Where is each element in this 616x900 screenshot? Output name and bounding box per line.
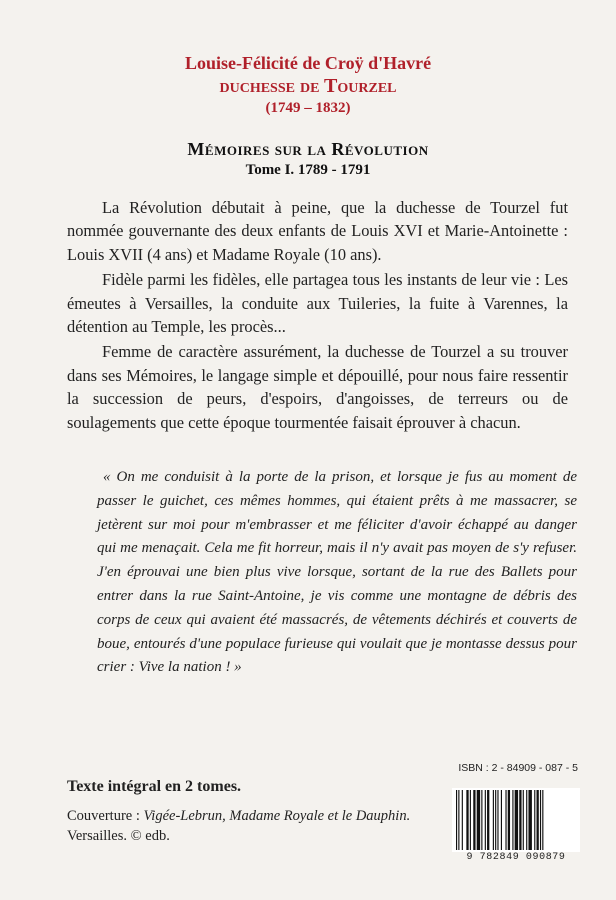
barcode-bar (542, 790, 543, 850)
barcode (452, 788, 580, 852)
barcode-bar (526, 790, 527, 850)
barcode-bar (456, 790, 457, 850)
barcode-bar (481, 790, 482, 850)
barcode-bar (508, 790, 510, 850)
barcode-bar (523, 790, 524, 850)
quote (97, 466, 577, 680)
barcode-bar (466, 790, 468, 850)
quote-text: « On me conduisit à la porte de la prison, et lorsque je fus au moment de passer le guichet, ces mêmes hommes, qui étaient prêts à me massacrer, se jetèrent sur moi pour m'embrasser et me féliciter d'avoir échappé au danger qui me menaçait. Cela me fit horreur, mais il n'y avait pas moyen de s'y refuser. J'en éprouvai une bien plus vive lorsque, sortant de la rue des Ballets pour entrer dans la rue Saint-Antoine, je vis comme une montagne de débris des corps de ceux qui avaient été massacrés, de vêtements déchirés et couverts de boue, entourés d'une populace furieuse qui voulait que je montasse dessus pour crier : Vive la nation ! » (97, 469, 577, 676)
description-paragraph: La Révolution débutait à peine, que la duchesse de Tourzel fut nommée gouvernante des deux enfants de Louis XVI et Marie-Antoinette : Louis XVII (4 ans) et Madame Royale (10 ans). (67, 198, 568, 264)
cover-credit-label: Couverture : (67, 808, 144, 824)
barcode-bar (458, 790, 459, 850)
book-title: Mémoires sur la Révolution (187, 139, 429, 159)
barcode-bar (501, 790, 502, 850)
barcode-bar (493, 790, 494, 850)
barcode-bar (485, 790, 486, 850)
cover-credit-rest: Versailles. © edb. (67, 828, 170, 844)
isbn-label: ISBN : 2 - 84909 - 087 - 5 (458, 762, 578, 774)
texte-integral: Texte intégral en 2 tomes. (67, 778, 242, 795)
book-tome: Tome I. 1789 - 1791 (245, 162, 371, 178)
barcode-bar (519, 790, 521, 850)
cover-credit-title: Vigée-Lebrun, Madame Royale et le Dauphin. (143, 808, 411, 824)
barcode-bar (534, 790, 535, 850)
barcode-bar (512, 790, 513, 850)
barcode-bar (528, 790, 531, 850)
author-title-text: duchesse de Tourzel (219, 75, 397, 97)
description (67, 196, 568, 436)
author-name: Louise-Félicité de Croÿ d'Havré (184, 53, 432, 73)
barcode-bar (515, 790, 518, 850)
barcode-bar (497, 790, 498, 850)
book-heading (0, 138, 616, 180)
barcode-icon (452, 788, 580, 852)
barcode-bar (487, 790, 489, 850)
description-paragraph: Fidèle parmi les fidèles, elle partagea tous les instants de leur vie : Les émeutes à Versailles, la conduite aux Tuileries, la fuite à Varennes, la détention au Temple, les procès... (67, 270, 568, 337)
barcode-bar (477, 790, 480, 850)
barcode-number: 9 782849 090879 (466, 852, 566, 863)
barcode-bar (462, 790, 463, 850)
barcode-bar (495, 790, 496, 850)
cover-credit (67, 806, 447, 846)
description-paragraph: Femme de caractère assurément, la duchesse de Tourzel a su trouver dans ses Mémoires, le langage simple et dépouillé, pour nous faire ressentir la succession de peurs, d'espoirs, d'angoisses, de terreurs ou de soulagements que cette époque tourmentée faisait éprouver à chacun. (67, 342, 568, 432)
barcode-bar (473, 790, 475, 850)
barcode-bar (470, 790, 471, 850)
barcode-bar (537, 790, 539, 850)
barcode-bar (540, 790, 541, 850)
barcode-bar (505, 790, 506, 850)
author-dates: (1749 – 1832) (265, 100, 351, 116)
header (0, 52, 616, 119)
author-title (0, 74, 616, 98)
